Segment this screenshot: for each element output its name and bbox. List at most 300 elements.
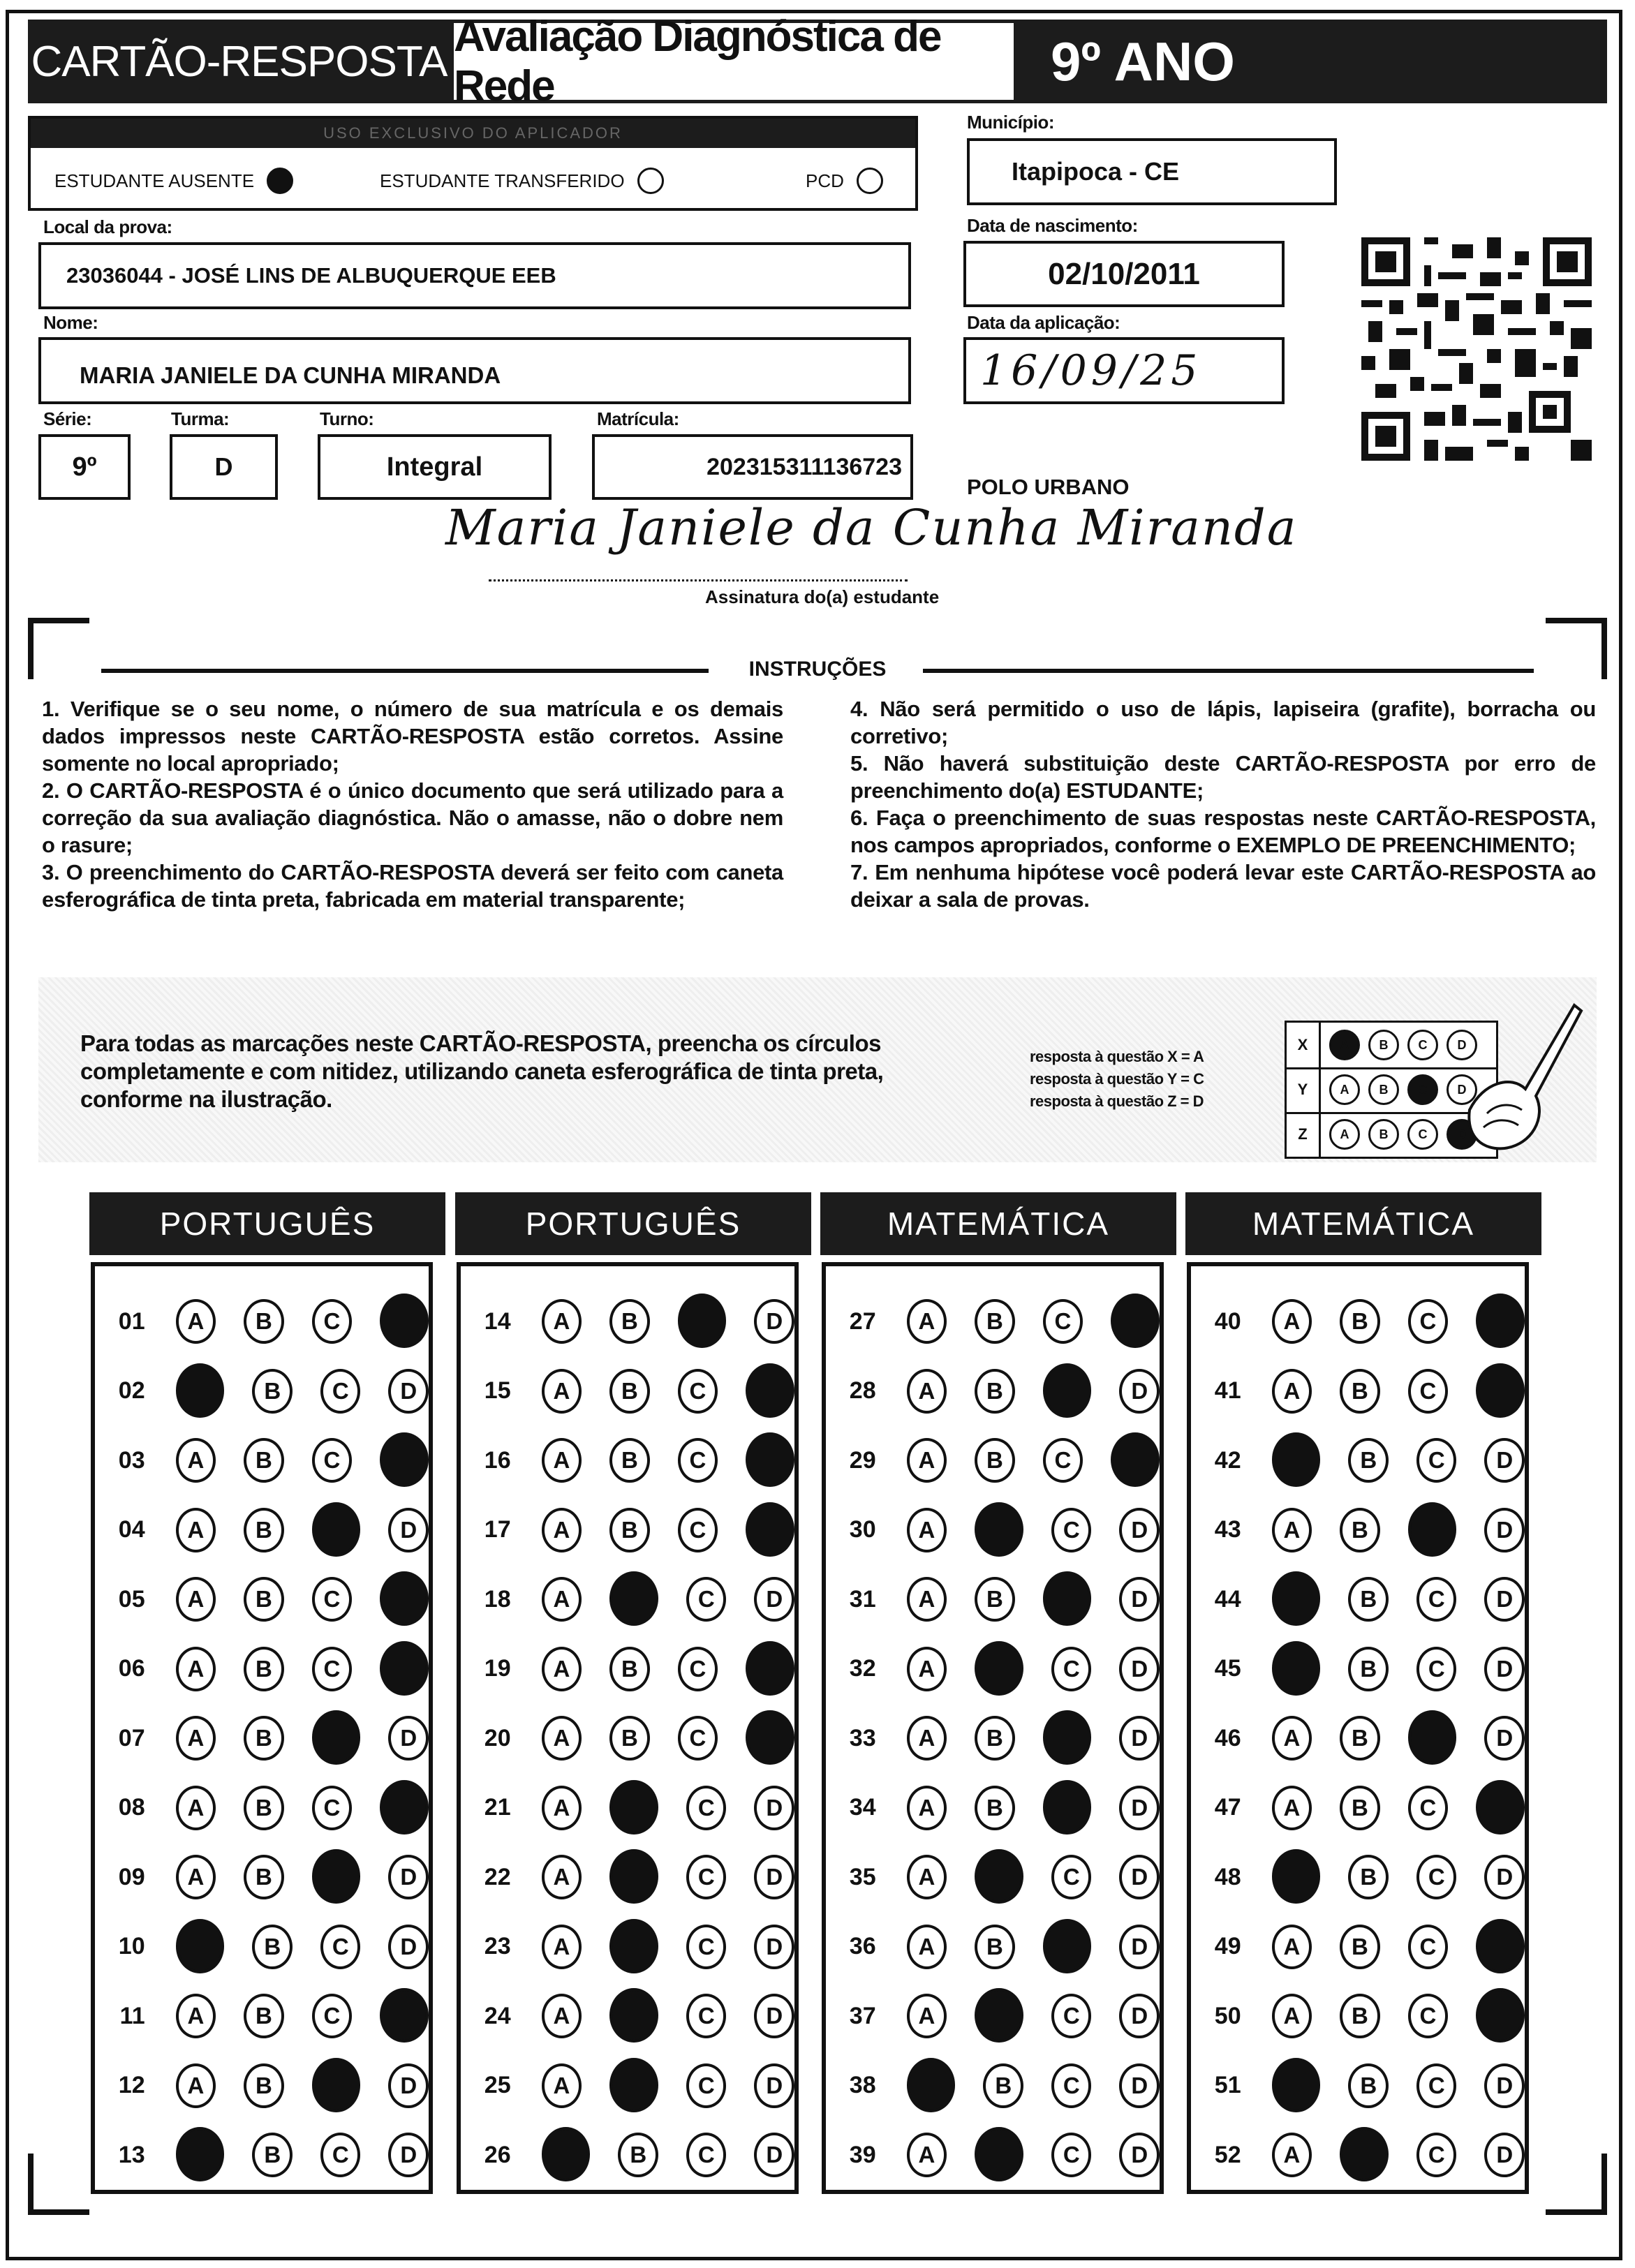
legend-item: resposta à questão Z = D <box>1030 1092 1204 1110</box>
answer-bubble-b[interactable]: B <box>1340 1508 1380 1552</box>
answer-bubble-c[interactable] <box>678 1294 727 1348</box>
answer-column <box>1187 1262 1529 2194</box>
answer-bubble-c[interactable]: C <box>1416 1855 1457 1899</box>
answer-bubble-a[interactable] <box>1272 1571 1321 1626</box>
answer-bubble-b[interactable]: B <box>983 2063 1023 2108</box>
answer-bubble-c[interactable]: C <box>686 1855 727 1899</box>
answer-bubble-b[interactable] <box>975 2127 1023 2181</box>
answer-bubble-b[interactable]: B <box>1340 1994 1380 2038</box>
question-row <box>461 1843 794 1911</box>
answer-bubble-a[interactable] <box>1272 1849 1321 1904</box>
answer-bubble-d[interactable]: D <box>1119 1577 1160 1622</box>
answer-bubble-c[interactable]: C <box>1408 1369 1449 1414</box>
answer-bubble-b[interactable]: B <box>609 1299 650 1344</box>
answer-bubble-c[interactable]: C <box>1408 1994 1449 2038</box>
answer-bubble-b[interactable]: B <box>244 1647 284 1691</box>
answer-bubble-a[interactable]: A <box>176 1786 216 1830</box>
answer-bubble-c[interactable] <box>312 1710 361 1765</box>
answer-bubble-b[interactable]: B <box>1340 1786 1380 1830</box>
answer-bubble-d[interactable] <box>1111 1294 1160 1348</box>
answer-bubble-a[interactable]: A <box>907 1716 947 1761</box>
answer-bubble-c[interactable] <box>1043 1710 1092 1765</box>
answer-bubble-b[interactable] <box>609 1988 658 2043</box>
question-row <box>1191 1426 1525 1495</box>
answer-bubble-b[interactable] <box>975 1849 1023 1904</box>
question-row <box>826 1426 1160 1495</box>
answer-bubble-b[interactable]: B <box>975 1786 1015 1830</box>
answer-bubble-d[interactable] <box>380 1780 429 1835</box>
example-bubble-c: C <box>1407 1074 1438 1105</box>
answer-bubble-d[interactable]: D <box>1119 2063 1160 2108</box>
answer-bubble-c[interactable] <box>1043 1919 1092 1973</box>
answer-bubble-d[interactable] <box>380 1294 429 1348</box>
question-row <box>95 1774 429 1842</box>
answer-bubble-a[interactable]: A <box>542 1994 582 2038</box>
question-number: 39 <box>849 2141 876 2168</box>
example-bubble-b: B <box>1368 1030 1399 1060</box>
answer-bubble-b[interactable] <box>975 1641 1023 1696</box>
answer-bubble-c[interactable]: C <box>312 1577 353 1622</box>
answer-bubble-a[interactable] <box>1272 1432 1321 1487</box>
answer-bubble-b[interactable]: B <box>975 1577 1015 1622</box>
question-row <box>826 1496 1160 1564</box>
question-row <box>1191 1287 1525 1356</box>
student-signature: Maria Janiele da Cunha Miranda <box>445 499 1298 556</box>
local-label: Local da prova: <box>43 216 172 237</box>
question-row <box>1191 1843 1525 1911</box>
answer-bubble-a[interactable]: A <box>1272 1369 1312 1414</box>
pcd-bubble[interactable] <box>857 168 883 194</box>
answer-bubble-a[interactable]: A <box>1272 1508 1312 1552</box>
answer-bubble-d[interactable] <box>746 1502 794 1557</box>
answer-bubble-a[interactable] <box>1272 2058 1321 2112</box>
answer-bubble-b[interactable]: B <box>244 1508 284 1552</box>
answer-bubble-d[interactable] <box>1111 1432 1160 1487</box>
question-row <box>461 1913 794 1981</box>
question-number: 03 <box>118 1446 145 1474</box>
answer-bubble-d[interactable]: D <box>1484 1855 1525 1899</box>
answer-bubble-b[interactable]: B <box>244 1994 284 2038</box>
answer-bubble-d[interactable]: D <box>388 1925 429 1969</box>
example-bubble-a: A <box>1329 1030 1360 1060</box>
question-row <box>1191 1774 1525 1842</box>
answer-bubble-b[interactable]: B <box>975 1925 1015 1969</box>
answer-bubble-a[interactable]: A <box>542 1855 582 1899</box>
answer-bubble-c[interactable]: C <box>320 1369 361 1414</box>
answer-bubble-c[interactable]: C <box>312 1786 353 1830</box>
question-row <box>461 1287 794 1356</box>
answer-bubble-d[interactable]: D <box>1484 1647 1525 1691</box>
answer-bubble-c[interactable]: C <box>678 1369 718 1414</box>
answer-bubble-d[interactable]: D <box>388 1508 429 1552</box>
question-number: 51 <box>1214 2072 1241 2098</box>
answer-bubble-d[interactable] <box>746 1432 794 1487</box>
answer-bubble-d[interactable]: D <box>1484 1577 1525 1622</box>
question-number: 06 <box>118 1655 145 1682</box>
answer-bubble-d[interactable] <box>380 1988 429 2043</box>
question-row <box>461 1635 794 1703</box>
answer-bubble-c[interactable]: C <box>1051 1994 1092 2038</box>
answer-bubble-a[interactable]: A <box>907 1508 947 1552</box>
answer-bubble-d[interactable] <box>746 1710 794 1765</box>
answer-bubble-b[interactable]: B <box>244 2063 284 2108</box>
answer-bubble-a[interactable]: A <box>542 1786 582 1830</box>
answer-bubble-a[interactable] <box>907 2058 956 2112</box>
answer-bubble-b[interactable]: B <box>975 1716 1015 1761</box>
answer-bubble-a[interactable]: A <box>176 1508 216 1552</box>
question-number: 01 <box>118 1307 145 1335</box>
answer-bubble-d[interactable]: D <box>1484 1438 1525 1483</box>
answer-bubble-d[interactable]: D <box>388 1716 429 1761</box>
answer-bubble-c[interactable] <box>312 1849 361 1904</box>
answer-bubble-a[interactable]: A <box>907 1369 947 1414</box>
answer-bubble-b[interactable]: B <box>244 1716 284 1761</box>
answer-bubble-c[interactable]: C <box>1408 1299 1449 1344</box>
answer-bubble-c[interactable]: C <box>1051 2063 1092 2108</box>
signature-label: Assinatura do(a) estudante <box>705 586 940 607</box>
question-row <box>826 1982 1160 2050</box>
answer-bubble-c[interactable]: C <box>678 1716 718 1761</box>
answer-bubble-c[interactable]: C <box>686 2063 727 2108</box>
answer-bubble-b[interactable]: B <box>975 1438 1015 1483</box>
answer-bubble-c[interactable] <box>1043 1571 1092 1626</box>
answer-bubble-a[interactable]: A <box>176 1716 216 1761</box>
name-field: MARIA JANIELE DA CUNHA MIRANDA <box>38 337 911 404</box>
qr-code-icon <box>1361 237 1592 461</box>
example-bubble-b: B <box>1368 1119 1399 1150</box>
answer-bubble-d[interactable] <box>746 1363 794 1418</box>
question-row <box>826 1704 1160 1772</box>
question-number: 38 <box>849 2072 876 2098</box>
question-row <box>826 1843 1160 1911</box>
answer-bubble-d[interactable]: D <box>1484 1508 1525 1552</box>
class-label: Turma: <box>171 408 230 429</box>
example-bubble-d: D <box>1447 1119 1477 1150</box>
answer-bubble-b[interactable]: B <box>244 1855 284 1899</box>
answer-bubble-c[interactable]: C <box>1416 1577 1457 1622</box>
answer-column <box>822 1262 1164 2194</box>
question-row <box>95 1565 429 1633</box>
answer-bubble-a[interactable]: A <box>542 1647 582 1691</box>
answer-bubble-d[interactable]: D <box>388 2133 429 2177</box>
answer-bubble-a[interactable]: A <box>907 1994 947 2038</box>
answer-bubble-c[interactable]: C <box>678 1438 718 1483</box>
answer-bubble-d[interactable]: D <box>388 1855 429 1899</box>
corner-mark-bottom-left <box>28 2154 89 2215</box>
answer-bubble-a[interactable]: A <box>1272 2133 1312 2177</box>
answer-bubble-b[interactable]: B <box>609 1369 650 1414</box>
answer-bubble-d[interactable]: D <box>1119 1786 1160 1830</box>
question-number: 25 <box>484 2072 511 2098</box>
answer-bubble-b[interactable] <box>609 1849 658 1904</box>
answer-bubble-a[interactable]: A <box>907 2133 947 2177</box>
answer-bubble-c[interactable] <box>312 2058 361 2112</box>
answer-bubble-b[interactable] <box>609 1780 658 1835</box>
answer-bubble-a[interactable]: A <box>1272 1994 1312 2038</box>
answer-bubble-d[interactable]: D <box>754 1577 794 1622</box>
answer-bubble-a[interactable]: A <box>542 1438 582 1483</box>
answer-bubble-b[interactable]: B <box>975 1299 1015 1344</box>
transferred-bubble[interactable] <box>637 168 664 194</box>
answer-bubble-c[interactable]: C <box>1408 1786 1449 1830</box>
example-bubble-d: D <box>1447 1074 1477 1105</box>
shift-field: Integral <box>318 434 552 500</box>
legend-item: resposta à questão X = A <box>1030 1048 1204 1065</box>
answer-bubble-b[interactable]: B <box>618 2133 658 2177</box>
answer-bubble-b[interactable]: B <box>1340 1716 1380 1761</box>
absent-option[interactable] <box>54 168 293 194</box>
answer-bubble-b[interactable]: B <box>609 1438 650 1483</box>
answer-bubble-c[interactable]: C <box>1051 1647 1092 1691</box>
answer-bubble-d[interactable]: D <box>754 1925 794 1969</box>
question-number: 04 <box>118 1516 145 1543</box>
answer-bubble-d[interactable]: D <box>754 2133 794 2177</box>
instruction-item: 4. Não será permitido o uso de lápis, lapiseira (grafite), borracha ou corretivo; <box>850 697 1596 748</box>
question-row <box>1191 1913 1525 1981</box>
answer-bubble-b[interactable]: B <box>975 1369 1015 1414</box>
answer-bubble-d[interactable]: D <box>754 1786 794 1830</box>
fill-example-panel <box>38 977 1597 1162</box>
answer-bubble-a[interactable]: A <box>1272 1925 1312 1969</box>
question-number: 17 <box>484 1516 511 1543</box>
answer-bubble-d[interactable]: D <box>1119 1925 1160 1969</box>
answer-bubble-d[interactable]: D <box>388 1369 429 1414</box>
applicator-bar: USO EXCLUSIVO DO APLICADOR <box>31 119 915 148</box>
answer-bubble-b[interactable]: B <box>252 1369 293 1414</box>
answer-bubble-d[interactable] <box>1476 1988 1525 2043</box>
question-number: 02 <box>118 1377 145 1404</box>
answer-bubble-a[interactable]: A <box>176 1438 216 1483</box>
answer-bubble-d[interactable] <box>746 1641 794 1696</box>
question-row <box>95 2052 429 2120</box>
answer-bubble-a[interactable]: A <box>542 1577 582 1622</box>
answer-bubble-b[interactable] <box>609 2058 658 2112</box>
subject-header: MATEMÁTICA <box>820 1192 1176 1255</box>
municipio-label: Município: <box>967 112 1054 133</box>
instruction-item: 5. Não haverá substituição deste CARTÃO-RESPOSTA por erro de preenchimento do(a) ESTUDANTE; <box>850 751 1596 803</box>
question-row <box>461 2121 794 2189</box>
answer-bubble-c[interactable]: C <box>1416 2063 1457 2108</box>
answer-bubble-a[interactable]: A <box>176 1577 216 1622</box>
question-row <box>95 1287 429 1356</box>
question-number: 47 <box>1214 1794 1241 1821</box>
answer-bubble-d[interactable] <box>380 1641 429 1696</box>
answer-bubble-b[interactable]: B <box>1340 1369 1380 1414</box>
question-row <box>1191 1982 1525 2050</box>
answer-bubble-d[interactable]: D <box>1484 1716 1525 1761</box>
question-number: 31 <box>849 1585 876 1613</box>
answer-bubble-b[interactable]: B <box>1348 1647 1389 1691</box>
answer-bubble-b[interactable] <box>975 1502 1023 1557</box>
answer-bubble-c[interactable]: C <box>1051 1508 1092 1552</box>
subject-header: PORTUGUÊS <box>89 1192 445 1255</box>
answer-bubble-d[interactable]: D <box>754 1994 794 2038</box>
grade-title: 9º ANO <box>1017 20 1607 103</box>
instruction-item: 7. Em nenhuma hipótese você poderá levar este CARTÃO-RESPOSTA ao deixar a sala de provas. <box>850 860 1596 912</box>
answer-bubble-c[interactable]: C <box>312 1438 353 1483</box>
answer-bubble-d[interactable]: D <box>1119 1508 1160 1552</box>
answer-bubble-c[interactable]: C <box>1051 1855 1092 1899</box>
answer-bubble-c[interactable]: C <box>678 1508 718 1552</box>
answer-bubble-a[interactable] <box>176 1919 225 1973</box>
answer-bubble-c[interactable] <box>1043 1363 1092 1418</box>
answer-bubble-a[interactable]: A <box>542 2063 582 2108</box>
answer-bubble-a[interactable]: A <box>542 1369 582 1414</box>
signature-line <box>489 579 908 581</box>
answer-bubble-d[interactable]: D <box>1484 2063 1525 2108</box>
question-row <box>95 1704 429 1772</box>
answer-bubble-d[interactable] <box>380 1432 429 1487</box>
answer-bubble-a[interactable] <box>176 1363 225 1418</box>
answer-bubble-c[interactable]: C <box>320 2133 361 2177</box>
answer-bubble-c[interactable]: C <box>312 1299 353 1344</box>
answer-bubble-a[interactable] <box>542 2127 591 2181</box>
answer-bubble-b[interactable]: B <box>609 1508 650 1552</box>
answer-bubble-a[interactable]: A <box>542 1508 582 1552</box>
question-number: 11 <box>119 2002 145 2029</box>
example-bubble-a: A <box>1329 1074 1360 1105</box>
answer-bubble-a[interactable]: A <box>907 1299 947 1344</box>
question-number: 19 <box>484 1655 511 1682</box>
answer-bubble-b[interactable]: B <box>244 1299 284 1344</box>
answer-bubble-a[interactable]: A <box>907 1786 947 1830</box>
question-row <box>95 1982 429 2050</box>
answer-bubble-a[interactable]: A <box>1272 1786 1312 1830</box>
answer-bubble-b[interactable]: B <box>609 1647 650 1691</box>
answer-bubble-a[interactable]: A <box>907 1855 947 1899</box>
answer-bubble-d[interactable]: D <box>1119 2133 1160 2177</box>
question-number: 36 <box>849 1933 876 1959</box>
answer-bubble-b[interactable] <box>609 1571 658 1626</box>
answer-bubble-b[interactable]: B <box>252 1925 293 1969</box>
answer-bubble-b[interactable] <box>609 1919 658 1973</box>
answer-bubble-b[interactable] <box>975 1988 1023 2043</box>
answer-bubble-d[interactable]: D <box>1119 1716 1160 1761</box>
answer-bubble-a[interactable]: A <box>1272 1716 1312 1761</box>
answer-bubble-d[interactable]: D <box>1119 1369 1160 1414</box>
answer-bubble-c[interactable] <box>1043 1780 1092 1835</box>
answer-bubble-a[interactable]: A <box>907 1647 947 1691</box>
answer-bubble-a[interactable]: A <box>907 1925 947 1969</box>
answer-bubble-a[interactable]: A <box>176 1855 216 1899</box>
question-row <box>1191 1704 1525 1772</box>
answer-bubble-a[interactable]: A <box>907 1577 947 1622</box>
fill-example-text: Para todas as marcações neste CARTÃO-RESPOSTA, preencha os círculos completamente e com nitidez, utilizando caneta esferográfica de tinta preta, conforme na ilustração. <box>80 1030 884 1112</box>
answer-bubble-c[interactable]: C <box>686 2133 727 2177</box>
question-row <box>826 1565 1160 1633</box>
answer-bubble-c[interactable]: C <box>1408 1925 1449 1969</box>
answer-column <box>91 1262 433 2194</box>
answer-bubble-a[interactable] <box>1272 1641 1321 1696</box>
answer-bubble-d[interactable]: D <box>1119 1994 1160 2038</box>
pcd-option[interactable] <box>806 168 883 194</box>
answer-bubble-d[interactable] <box>1476 1780 1525 1835</box>
answer-bubble-c[interactable]: C <box>320 1925 361 1969</box>
answer-bubble-a[interactable]: A <box>1272 1299 1312 1344</box>
answer-bubble-c[interactable]: C <box>686 1577 727 1622</box>
birthdate-field: 02/10/2011 <box>963 241 1285 307</box>
absent-bubble[interactable] <box>267 168 293 194</box>
answer-bubble-d[interactable]: D <box>1484 2133 1525 2177</box>
question-number: 27 <box>849 1307 876 1335</box>
answer-bubble-b[interactable]: B <box>252 2133 293 2177</box>
instructions-left-column <box>42 695 783 913</box>
question-row <box>461 1357 794 1425</box>
question-row <box>461 1774 794 1842</box>
answer-bubble-d[interactable]: D <box>1119 1855 1160 1899</box>
question-number: 50 <box>1214 2002 1241 2029</box>
answer-bubble-d[interactable]: D <box>388 2063 429 2108</box>
answer-bubble-b[interactable]: B <box>1340 1299 1380 1344</box>
question-number: 40 <box>1214 1307 1241 1335</box>
answer-bubble-d[interactable]: D <box>1119 1647 1160 1691</box>
answer-bubble-a[interactable]: A <box>176 1299 216 1344</box>
answer-bubble-c[interactable] <box>312 1502 361 1557</box>
answer-bubble-c[interactable] <box>1408 1502 1457 1557</box>
answer-bubble-b[interactable]: B <box>1348 1577 1389 1622</box>
answer-bubble-a[interactable]: A <box>542 1925 582 1969</box>
answer-bubble-a[interactable]: A <box>907 1438 947 1483</box>
instruction-item: 3. O preenchimento do CARTÃO-RESPOSTA deverá ser feito com caneta esferográfica de tinta preta, fabricada em material transparente; <box>42 860 783 912</box>
answer-bubble-b[interactable]: B <box>1340 1925 1380 1969</box>
answer-bubble-a[interactable]: A <box>176 1647 216 1691</box>
answer-bubble-b[interactable]: B <box>609 1716 650 1761</box>
answer-bubble-c[interactable]: C <box>686 1925 727 1969</box>
answer-bubble-b[interactable]: B <box>1348 2063 1389 2108</box>
answer-bubble-c[interactable]: C <box>686 1994 727 2038</box>
answer-bubble-b[interactable]: B <box>244 1577 284 1622</box>
answer-bubble-d[interactable]: D <box>754 1855 794 1899</box>
answer-bubble-c[interactable]: C <box>1416 1438 1457 1483</box>
answer-bubble-c[interactable]: C <box>1416 1647 1457 1691</box>
answer-bubble-d[interactable] <box>1476 1294 1525 1348</box>
question-number: 21 <box>484 1794 511 1821</box>
answer-bubble-d[interactable] <box>1476 1363 1525 1418</box>
answer-bubble-d[interactable]: D <box>754 1299 794 1344</box>
answer-bubble-b[interactable]: B <box>1348 1855 1389 1899</box>
answer-bubble-c[interactable] <box>1408 1710 1457 1765</box>
answer-bubble-b[interactable]: B <box>244 1438 284 1483</box>
answer-bubble-c[interactable]: C <box>686 1786 727 1830</box>
example-bubble-b: B <box>1368 1074 1399 1105</box>
answer-bubble-c[interactable]: C <box>1416 2133 1457 2177</box>
question-number: 26 <box>484 2141 511 2168</box>
answer-bubble-c[interactable]: C <box>1043 1438 1083 1483</box>
answer-bubble-a[interactable]: A <box>542 1299 582 1344</box>
answer-bubble-a[interactable]: A <box>542 1716 582 1761</box>
answer-bubble-d[interactable]: D <box>754 2063 794 2108</box>
answer-bubble-c[interactable]: C <box>312 1647 353 1691</box>
answer-bubble-b[interactable]: B <box>244 1786 284 1830</box>
example-row-key: Y <box>1287 1067 1321 1112</box>
answer-bubble-c[interactable]: C <box>312 1994 353 2038</box>
instruction-item: 1. Verifique se o seu nome, o número de sua matrícula e os demais dados impressos neste CARTÃO-RESPOSTA estão corretos. Assine somente no local apropriado; <box>42 697 783 776</box>
transferred-option[interactable] <box>380 168 664 194</box>
question-number: 37 <box>849 2002 876 2029</box>
answer-bubble-a[interactable] <box>176 2127 225 2181</box>
answer-bubble-a[interactable]: A <box>176 1994 216 2038</box>
answer-bubble-c[interactable]: C <box>678 1647 718 1691</box>
answer-bubble-a[interactable]: A <box>176 2063 216 2108</box>
question-number: 30 <box>849 1516 876 1543</box>
answer-bubble-b[interactable] <box>1340 2127 1389 2181</box>
question-number: 23 <box>484 1933 511 1959</box>
answer-bubble-d[interactable] <box>1476 1919 1525 1973</box>
answer-bubble-d[interactable] <box>380 1571 429 1626</box>
answer-bubble-b[interactable]: B <box>1348 1438 1389 1483</box>
answer-bubble-c[interactable]: C <box>1043 1299 1083 1344</box>
answer-bubble-c[interactable]: C <box>1051 2133 1092 2177</box>
